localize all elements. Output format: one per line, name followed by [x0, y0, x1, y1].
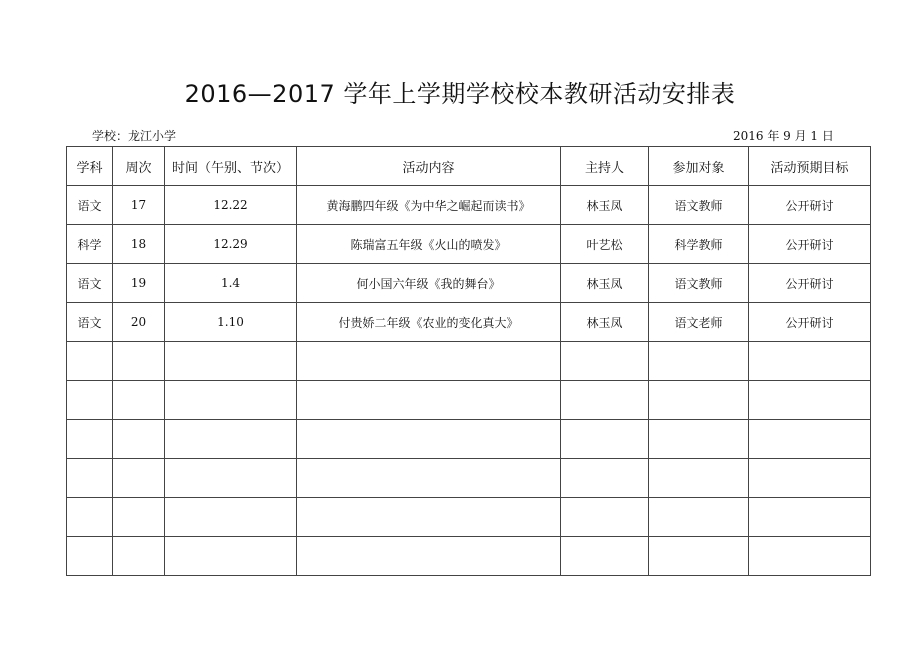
empty-row — [67, 342, 871, 381]
empty-cell — [749, 498, 871, 537]
empty-cell — [113, 342, 165, 381]
empty-cell — [649, 342, 749, 381]
cell-subject: 语文 — [67, 303, 113, 342]
empty-cell — [165, 459, 297, 498]
empty-cell — [749, 342, 871, 381]
header-week: 周次 — [113, 147, 165, 186]
cell-time: 1.4 — [165, 264, 297, 303]
header-time: 时间（午别、节次） — [165, 147, 297, 186]
table-row — [67, 186, 871, 225]
empty-row — [67, 459, 871, 498]
empty-cell — [113, 537, 165, 576]
table-row — [67, 303, 871, 342]
cell-content: 付贵娇二年级《农业的变化真大》 — [297, 303, 561, 342]
empty-cell — [67, 420, 113, 459]
empty-row — [67, 420, 871, 459]
header-content: 活动内容 — [297, 147, 561, 186]
cell-time: 12.22 — [165, 186, 297, 225]
cell-participants: 语文教师 — [649, 186, 749, 225]
empty-cell — [297, 342, 561, 381]
cell-host: 叶艺松 — [561, 225, 649, 264]
cell-participants: 科学教师 — [649, 225, 749, 264]
empty-cell — [649, 420, 749, 459]
empty-cell — [67, 498, 113, 537]
empty-cell — [749, 537, 871, 576]
header-row — [67, 147, 871, 186]
empty-cell — [297, 420, 561, 459]
cell-goal: 公开研讨 — [749, 225, 871, 264]
cell-host: 林玉凤 — [561, 264, 649, 303]
empty-cell — [561, 381, 649, 420]
empty-cell — [561, 498, 649, 537]
header-subject: 学科 — [67, 147, 113, 186]
cell-host: 林玉凤 — [561, 303, 649, 342]
header-goal: 活动预期目标 — [749, 147, 871, 186]
table-row — [67, 264, 871, 303]
schedule-table — [66, 146, 871, 576]
cell-subject: 语文 — [67, 186, 113, 225]
cell-week: 19 — [113, 264, 165, 303]
cell-content: 黄海鹏四年级《为中华之崛起而读书》 — [297, 186, 561, 225]
cell-goal: 公开研讨 — [749, 186, 871, 225]
cell-week: 18 — [113, 225, 165, 264]
empty-cell — [67, 537, 113, 576]
cell-content: 何小国六年级《我的舞台》 — [297, 264, 561, 303]
school-label: 学校：龙江小学 — [92, 129, 177, 143]
empty-cell — [113, 381, 165, 420]
empty-cell — [165, 420, 297, 459]
empty-cell — [561, 537, 649, 576]
cell-content: 陈瑞富五年级《火山的喷发》 — [297, 225, 561, 264]
empty-cell — [749, 459, 871, 498]
empty-cell — [113, 498, 165, 537]
empty-cell — [649, 459, 749, 498]
empty-cell — [165, 498, 297, 537]
empty-cell — [649, 381, 749, 420]
empty-row — [67, 537, 871, 576]
empty-cell — [113, 420, 165, 459]
empty-cell — [297, 459, 561, 498]
cell-time: 1.10 — [165, 303, 297, 342]
cell-week: 20 — [113, 303, 165, 342]
cell-time: 12.29 — [165, 225, 297, 264]
document-title: 2016—2017 学年上学期学校校本教研活动安排表 — [184, 80, 736, 108]
table-row — [67, 225, 871, 264]
header-participants: 参加对象 — [649, 147, 749, 186]
empty-cell — [561, 420, 649, 459]
empty-cell — [561, 459, 649, 498]
empty-cell — [649, 537, 749, 576]
document-date: 2016 年 9 月 1 日 — [733, 129, 834, 143]
empty-cell — [561, 342, 649, 381]
cell-week: 17 — [113, 186, 165, 225]
header-host: 主持人 — [561, 147, 649, 186]
empty-cell — [297, 498, 561, 537]
empty-cell — [165, 342, 297, 381]
cell-participants: 语文教师 — [649, 264, 749, 303]
empty-cell — [113, 459, 165, 498]
cell-subject: 科学 — [67, 225, 113, 264]
cell-participants: 语文老师 — [649, 303, 749, 342]
empty-cell — [165, 537, 297, 576]
empty-cell — [749, 381, 871, 420]
empty-cell — [649, 498, 749, 537]
empty-row — [67, 381, 871, 420]
cell-goal: 公开研讨 — [749, 303, 871, 342]
cell-goal: 公开研讨 — [749, 264, 871, 303]
cell-host: 林玉凤 — [561, 186, 649, 225]
empty-cell — [67, 459, 113, 498]
cell-subject: 语文 — [67, 264, 113, 303]
empty-row — [67, 498, 871, 537]
empty-cell — [67, 381, 113, 420]
empty-cell — [749, 420, 871, 459]
empty-cell — [297, 537, 561, 576]
empty-cell — [67, 342, 113, 381]
empty-cell — [165, 381, 297, 420]
empty-cell — [297, 381, 561, 420]
